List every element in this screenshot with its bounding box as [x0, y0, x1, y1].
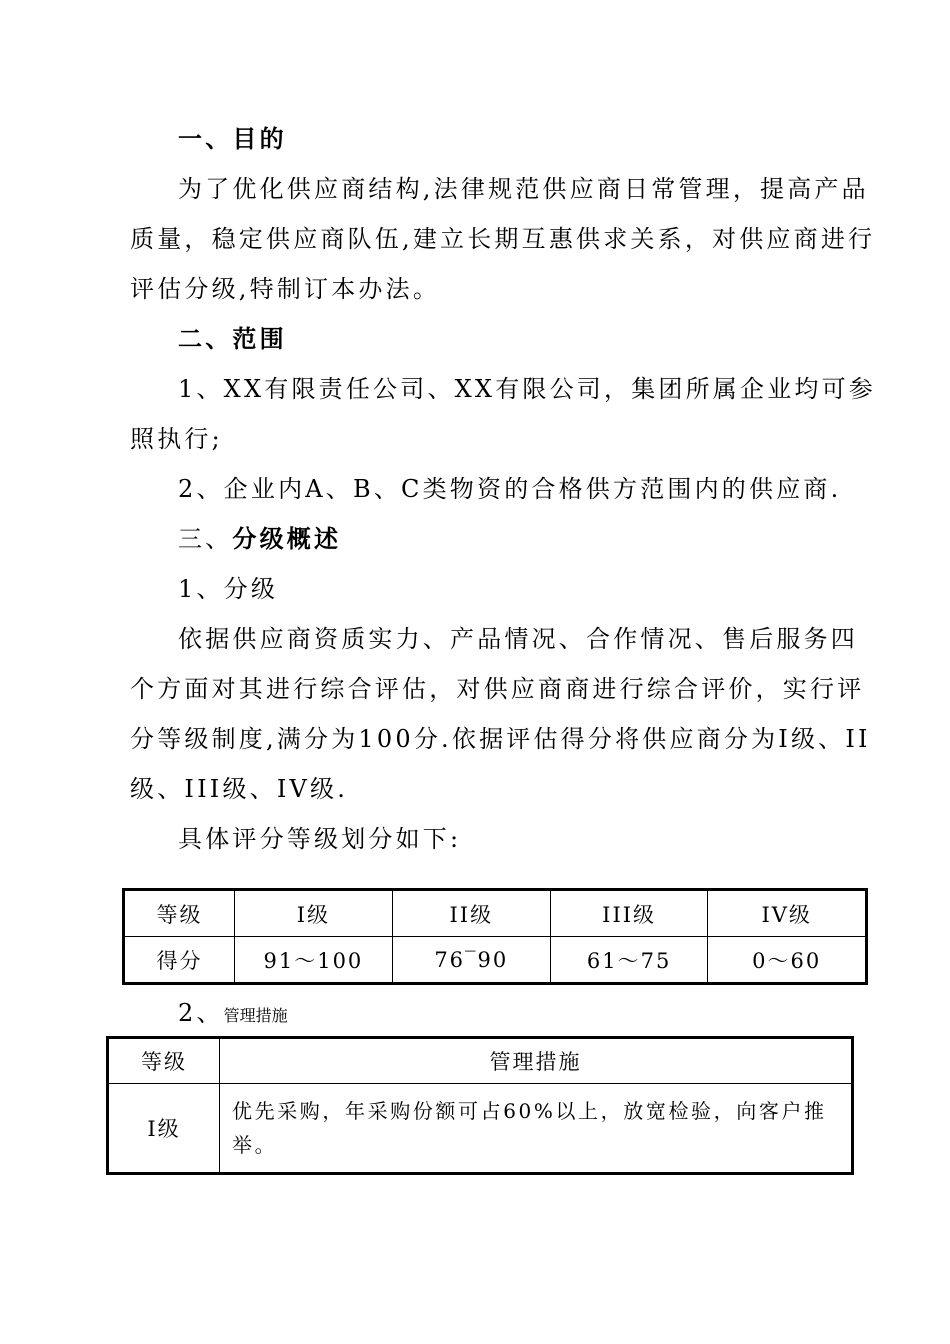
- measure-grade-cell: I级: [108, 1084, 220, 1174]
- section-3-line-2: 个方面对其进行综合评估，对供应商商进行综合评价，实行评: [130, 675, 865, 703]
- grade-header-cell: IV级: [708, 890, 867, 937]
- score-cell: 61～75: [550, 937, 708, 984]
- measure-table: [106, 1036, 854, 1175]
- section-3-sub-2-label: 管理措施: [223, 1006, 288, 1025]
- section-3-title-text: 分级概述: [232, 525, 342, 553]
- section-3-prefix: 三、: [178, 525, 233, 553]
- section-3-line-5: 具体评分等级划分如下:: [178, 825, 462, 853]
- table-row: [124, 890, 867, 937]
- measure-header-measure: 管理措施: [220, 1038, 853, 1084]
- score-cell: 0～60: [708, 937, 867, 984]
- table-row: [108, 1038, 853, 1084]
- section-3-line-1: 依据供应商资质实力、产品情况、合作情况、售后服务四: [178, 625, 858, 653]
- grade-header-cell: II级: [392, 890, 550, 937]
- section-3-line-3: 分等级制度,满分为100分.依据评估得分将供应商分为I级、II: [130, 725, 871, 753]
- score-cell: 91～100: [235, 937, 393, 984]
- section-2-line-3: 2、企业内A、B、C类物资的合格供方范围内的供应商.: [178, 475, 842, 503]
- section-3-line-4: 级、III级、IV级.: [130, 775, 349, 803]
- section-1-title: 一、目的: [178, 125, 287, 153]
- section-1-line-3: 评估分级,特制订本办法。: [130, 275, 441, 303]
- measure-header-grade: 等级: [108, 1038, 220, 1084]
- section-3-sub-1: 1、分级: [178, 575, 279, 603]
- section-3-title: [178, 524, 878, 554]
- section-1-line-2: 质量，稳定供应商队伍,建立长期互惠供求关系，对供应商进行: [130, 225, 876, 253]
- table-row: [124, 937, 867, 984]
- section-2-title: 二、范围: [178, 325, 287, 353]
- score-cell: 得分: [124, 937, 235, 984]
- section-3-sub-2-number: 2、: [178, 999, 224, 1027]
- section-2-line-2: 照执行;: [130, 425, 223, 453]
- grade-header-cell: 等级: [124, 890, 235, 937]
- grade-header-cell: I级: [235, 890, 393, 937]
- table-row: [108, 1084, 853, 1174]
- section-2-line-1: 1、XX有限责任公司、XX有限公司，集团所属企业均可参: [178, 375, 877, 403]
- grade-header-cell: III级: [550, 890, 708, 937]
- section-1-line-1: 为了优化供应商结构,法律规范供应商日常管理，提高产品: [178, 175, 869, 203]
- measure-text-cell: 优先采购，年采购份额可占60%以上，放宽检验，向客户推举。: [220, 1084, 853, 1174]
- score-cell: 76‾90: [392, 937, 550, 984]
- section-3-sub-2: [178, 998, 878, 1031]
- grade-table: [122, 888, 868, 985]
